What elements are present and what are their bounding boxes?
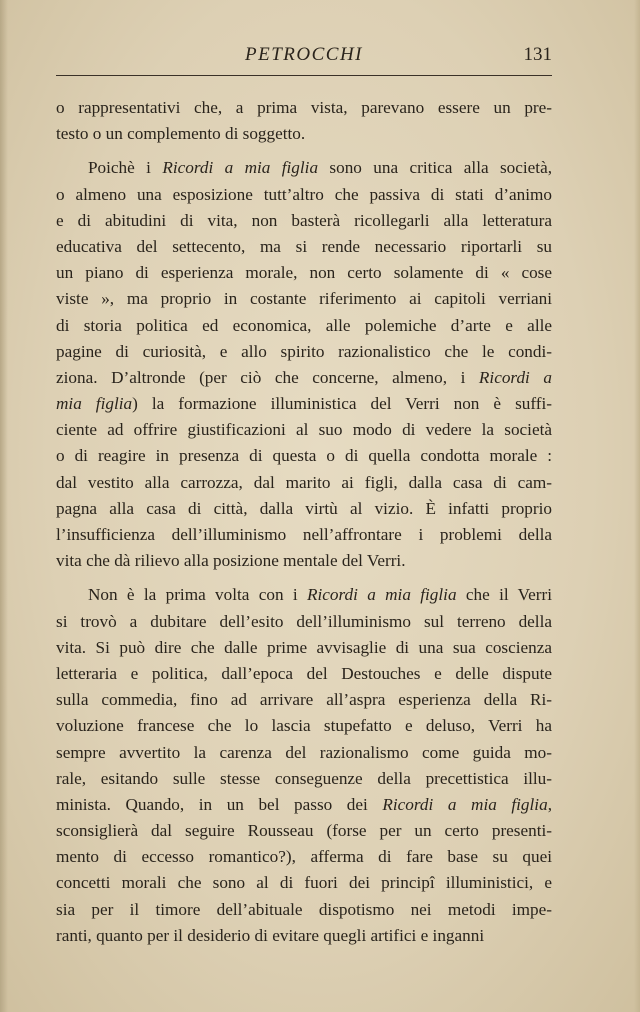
text-line: l’insufficienza dell’illuminismo nell’affrontare i problemi della — [56, 525, 552, 544]
text-line: viste », ma proprio in costante riferimento ai capitoli verriani — [56, 289, 552, 309]
page-header — [56, 44, 552, 74]
running-head: PETROCCHI — [245, 44, 363, 65]
text-line: mento di eccesso romantico?), afferma di fare base su quei — [56, 847, 552, 867]
paragraph — [56, 155, 552, 574]
text-line: o almeno una esposizione tutt’altro che passiva di stati d’animo — [56, 184, 552, 204]
text-line: sempre avvertito la carenza del razionalismo come guida mo- — [56, 742, 552, 762]
text-line: pagine di curiosità, e allo spirito razionalistico che le condi- — [56, 341, 552, 361]
text-line: e di abitudini di vita, non basterà ricollegarli alla letteratura — [56, 210, 552, 230]
paragraph — [56, 582, 552, 949]
page-edge-right — [634, 0, 640, 1012]
paragraph-gap — [56, 574, 552, 582]
text-line: letteraria e politica, dall’epoca del Destouches e delle dispute — [56, 663, 552, 683]
text-line: di storia politica ed economica, alle polemiche d’arte e alle — [56, 315, 552, 335]
text-line: ranti, quanto per il desiderio di evitare quegli artifici e inganni — [56, 925, 485, 945]
text-line: sia per il timore dell’abituale dispotismo nei metodi impe- — [56, 899, 552, 919]
text-line: minista. Quando, in un bel passo dei Ricordi a mia figlia, — [56, 794, 552, 814]
text-line: educativa del settecento, ma si rende necessario riportarli su — [56, 236, 552, 256]
text-line: vita. Si può dire che dalle prime avvisaglie di una sua coscienza — [56, 637, 552, 657]
text-line: dal vestito alla carrozza, dal marito ai figli, dalla casa di cam- — [56, 472, 552, 492]
text-line: sulla commedia, fino ad arrivare all’aspra esperienza della Ri- — [56, 690, 552, 710]
text-line: si trovò a dubitare dell’esito dell’illuminismo sul terreno della — [56, 611, 552, 631]
text-line: pagna alla casa di città, dalla virtù al vizio. È infatti proprio — [56, 498, 552, 518]
text-line: testo o un complemento di soggetto. — [56, 124, 306, 144]
text-line: sconsiglierà dal seguire Rousseau (forse per un certo presenti- — [56, 821, 552, 841]
text-line: ciente ad offrire giustificazioni al suo modo di vedere la società — [56, 420, 552, 440]
text-line: vita che dà rilievo alla posizione mentale del Verri. — [56, 551, 406, 571]
text-line: un piano di esperienza morale, non certo solamente di « cose — [56, 263, 552, 283]
page-number: 131 — [523, 44, 552, 65]
text-line: rale, esitando sulle stesse conseguenze della precettistica illu- — [56, 768, 552, 788]
paragraph — [56, 95, 552, 147]
text-line: concetti morali che sono al di fuori dei principî illuministici, e — [56, 873, 552, 893]
page-edge-left — [0, 0, 8, 1012]
text-line: Non è la prima volta con i Ricordi a mia figlia che il Verri — [88, 585, 552, 605]
text-line: o rappresentativi che, a prima vista, parevano essere un pre- — [56, 98, 552, 117]
body-text — [56, 95, 552, 949]
text-line: mia figlia) la formazione illuministica del Verri non è suffi- — [56, 394, 553, 414]
text-line: ziona. D’altronde (per ciò che concerne, almeno, i Ricordi a — [56, 367, 552, 387]
text-line: o di reagire in presenza di questa o di quella condotta morale : — [56, 446, 552, 466]
text-line: Poichè i Ricordi a mia figlia sono una critica alla società, — [88, 158, 552, 178]
text-line: voluzione francese che lo lascia stupefatto e deluso, Verri ha — [56, 716, 552, 736]
paragraph-gap — [56, 147, 552, 155]
header-rule — [56, 75, 552, 76]
